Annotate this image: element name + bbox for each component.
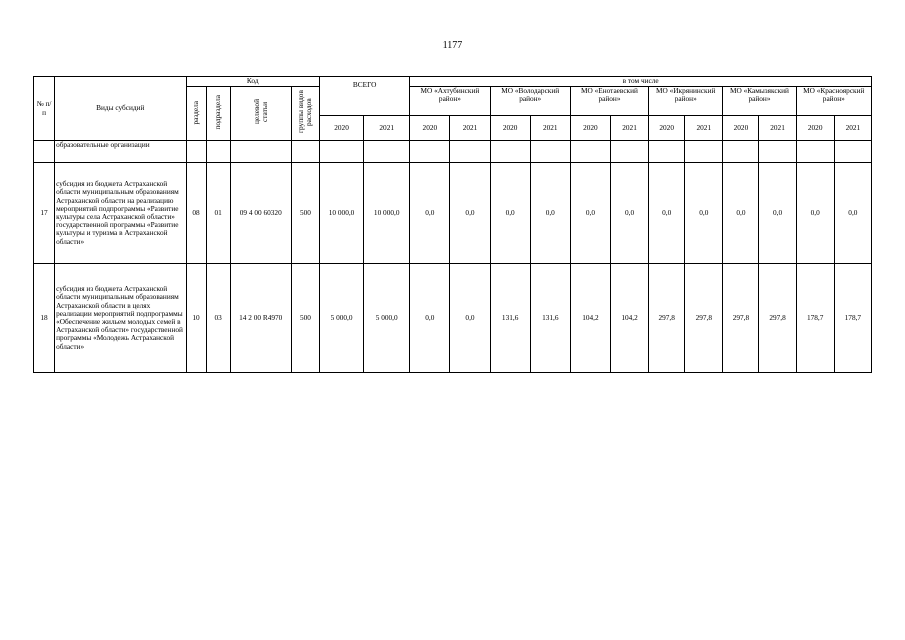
header-razdel [186, 87, 206, 141]
row-num [34, 141, 55, 163]
row-podrazdel [206, 141, 230, 163]
row-value [610, 141, 648, 163]
header-mo-akhtubinsky: МО «Ахтубинский район» [410, 87, 490, 116]
year-header: 2020 [570, 116, 610, 141]
table-row [34, 163, 872, 264]
row-subsidy-name: субсидия из бюджета Астраханской области муниципальным образованиям Астраханской области на реализацию мероприятий подпрограммы «Развитие культуры села Астраханской области» государственной программы «Развитие культуры и туризма в Астраханской области» [55, 163, 186, 264]
row-value: 5 000,0 [319, 264, 363, 373]
year-header: 2020 [796, 116, 834, 141]
table-row [34, 264, 872, 373]
year-header: 2021 [834, 116, 871, 141]
row-group: 500 [291, 264, 319, 373]
year-header: 2021 [364, 116, 410, 141]
row-target [230, 141, 291, 163]
row-value [834, 141, 871, 163]
row-value [319, 141, 363, 163]
year-header: 2021 [530, 116, 570, 141]
table-row [34, 141, 872, 163]
row-value [530, 141, 570, 163]
row-num: 18 [34, 264, 55, 373]
header-mo-enotaevsky: МО «Енотаевский район» [570, 87, 648, 116]
row-value: 10 000,0 [364, 163, 410, 264]
row-value [450, 141, 490, 163]
row-value: 178,7 [796, 264, 834, 373]
row-value [759, 141, 796, 163]
row-value: 0,0 [410, 163, 450, 264]
row-subsidy-name: субсидия из бюджета Астраханской области муниципальным образованиям Астраханской области в целях реализации мероприятий подпрограммы «Обеспечение жильем молодых семей в Астраханской области» государственной программы «Молодежь Астраханской области» [55, 264, 186, 373]
row-podrazdel: 01 [206, 163, 230, 264]
row-value [723, 141, 759, 163]
row-group [291, 141, 319, 163]
header-mo-ikryaninsky: МО «Икрянинский район» [649, 87, 723, 116]
year-header: 2020 [490, 116, 530, 141]
row-subsidy-name: образовательные организации [55, 141, 186, 163]
row-value: 0,0 [570, 163, 610, 264]
row-value: 0,0 [530, 163, 570, 264]
row-value: 0,0 [759, 163, 796, 264]
year-header: 2020 [723, 116, 759, 141]
header-mo-kamyzyaksky: МО «Камызякский район» [723, 87, 796, 116]
row-value: 297,8 [649, 264, 685, 373]
header-total: ВСЕГО [319, 77, 409, 116]
row-value: 0,0 [450, 163, 490, 264]
header-podrazdel [206, 87, 230, 141]
header-including: в том числе [410, 77, 872, 87]
row-value [685, 141, 723, 163]
row-value: 0,0 [410, 264, 450, 373]
row-value: 0,0 [649, 163, 685, 264]
year-header: 2021 [759, 116, 796, 141]
row-value: 104,2 [570, 264, 610, 373]
year-header: 2020 [410, 116, 450, 141]
row-razdel: 10 [186, 264, 206, 373]
row-value: 0,0 [834, 163, 871, 264]
header-target-text: целевой статьи [251, 99, 269, 125]
header-razdel-text: раздела [190, 100, 200, 125]
row-target: 09 4 00 60320 [230, 163, 291, 264]
row-group: 500 [291, 163, 319, 264]
header-podrazdel-text: подраздела [213, 95, 223, 130]
row-value [796, 141, 834, 163]
row-value: 5 000,0 [364, 264, 410, 373]
year-header: 2020 [319, 116, 363, 141]
row-value: 10 000,0 [319, 163, 363, 264]
row-podrazdel: 03 [206, 264, 230, 373]
header-num: № п/п [34, 77, 55, 141]
year-header: 2021 [610, 116, 648, 141]
row-value: 104,2 [610, 264, 648, 373]
row-num: 17 [34, 163, 55, 264]
year-header: 2020 [649, 116, 685, 141]
header-group [291, 87, 319, 141]
row-value [649, 141, 685, 163]
row-value: 0,0 [450, 264, 490, 373]
row-razdel [186, 141, 206, 163]
row-value [570, 141, 610, 163]
row-value: 0,0 [610, 163, 648, 264]
header-target [230, 87, 291, 141]
header-mo-krasnoyarsky: МО «Красноярский район» [796, 87, 871, 116]
row-value [490, 141, 530, 163]
row-value: 297,8 [759, 264, 796, 373]
row-value [364, 141, 410, 163]
row-value: 0,0 [490, 163, 530, 264]
page-number: 1177 [442, 40, 463, 51]
subsidy-table [33, 76, 872, 373]
row-value: 131,6 [530, 264, 570, 373]
row-value: 0,0 [796, 163, 834, 264]
header-mo-volodarsky: МО «Володарский район» [490, 87, 570, 116]
row-value: 178,7 [834, 264, 871, 373]
row-razdel: 08 [186, 163, 206, 264]
row-value: 297,8 [685, 264, 723, 373]
row-value: 0,0 [723, 163, 759, 264]
header-row-1 [34, 77, 872, 87]
row-value [410, 141, 450, 163]
header-group-text: группы видов расходов [296, 90, 314, 134]
header-subsidy-type: Виды субсидий [55, 77, 186, 141]
row-value: 0,0 [685, 163, 723, 264]
year-header: 2021 [450, 116, 490, 141]
year-header: 2021 [685, 116, 723, 141]
row-value: 131,6 [490, 264, 530, 373]
header-code: Код [186, 77, 319, 87]
row-target: 14 2 00 R4970 [230, 264, 291, 373]
row-value: 297,8 [723, 264, 759, 373]
